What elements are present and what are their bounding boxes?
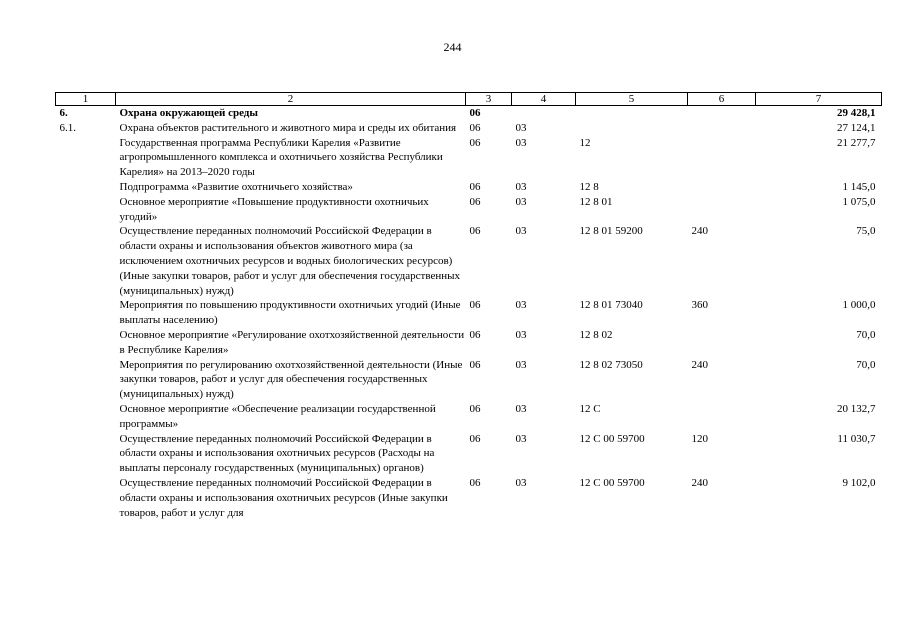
table-row <box>56 180 882 195</box>
column-header: 1 <box>56 93 116 106</box>
table-row <box>56 298 882 328</box>
row-section-code: 06 <box>469 358 481 371</box>
table-row <box>56 476 882 520</box>
row-target-code: 12 8 02 73050 <box>579 358 643 371</box>
row-expense-type: 120 <box>691 432 708 445</box>
row-name: Мероприятия по регулированию охотхозяйственной деятельности (Иные закупки товаров, работ и услуг для обеспечения государственных (муниципальных) нужд) <box>119 358 463 401</box>
row-section-code: 06 <box>469 402 481 415</box>
row-amount: 9 102,0 <box>842 476 876 489</box>
row-amount: 1 145,0 <box>842 180 876 193</box>
budget-table <box>55 92 882 520</box>
row-target-code <box>576 121 688 136</box>
row-subsection-code: 03 <box>515 476 527 489</box>
row-section-code: 06 <box>469 136 481 149</box>
column-header: 3 <box>466 93 512 106</box>
column-header: 5 <box>576 93 688 106</box>
row-target-code: 12 8 01 <box>579 195 613 208</box>
row-target-code: 12 8 <box>579 180 599 193</box>
row-amount: 21 277,7 <box>837 136 876 149</box>
row-expense-type <box>688 180 756 195</box>
row-expense-type: 360 <box>691 299 708 312</box>
row-target-code: 12 С 00 59700 <box>579 476 645 489</box>
row-section-code: 06 <box>469 121 481 134</box>
row-target-code: 12 С <box>579 402 601 415</box>
row-section-code: 06 <box>469 180 481 193</box>
row-target-code: 12 8 01 73040 <box>579 299 643 312</box>
row-subsection-code: 03 <box>515 358 527 371</box>
row-subsection-code: 03 <box>515 432 527 445</box>
table-row <box>56 195 882 225</box>
row-expense-type <box>688 195 756 225</box>
row-subsection-code <box>512 106 576 121</box>
table-row <box>56 432 882 476</box>
row-section-code: 06 <box>469 225 481 238</box>
row-name: Государственная программа Республики Карелия «Развитие агропромышленного комплекса и охотничьего хозяйства Республики Карелия» на 2013–2020 годы <box>119 136 443 179</box>
row-number <box>56 432 116 476</box>
row-amount: 70,0 <box>856 328 876 341</box>
table-row <box>56 106 882 121</box>
row-subsection-code: 03 <box>515 180 527 193</box>
row-subsection-code: 03 <box>515 195 527 208</box>
column-header: 2 <box>116 93 466 106</box>
row-expense-type: 240 <box>691 225 708 238</box>
row-name: Осуществление переданных полномочий Российской Федерации в области охраны и использования охотничьих ресурсов (Расходы на выплаты персоналу государственных (муниципальных) органов) <box>119 432 435 475</box>
row-subsection-code: 03 <box>515 328 527 341</box>
row-number <box>56 298 116 328</box>
row-subsection-code: 03 <box>515 121 527 134</box>
row-number <box>56 224 116 298</box>
row-number: 6. <box>59 107 68 119</box>
row-number: 6.1. <box>59 121 76 134</box>
row-number <box>56 328 116 358</box>
row-name: Осуществление переданных полномочий Российской Федерации в области охраны и использования объектов животного мира (за исключением охотничьих ресурсов и водных биологических ресурсов) (Иные закупки товаров, работ и услуг для обеспечения государственных (муниципальных) нужд) <box>119 225 461 297</box>
row-target-code: 12 С 00 59700 <box>579 432 645 445</box>
row-number <box>56 402 116 432</box>
table-row <box>56 402 882 432</box>
row-section-code: 06 <box>469 195 481 208</box>
row-name: Основное мероприятие «Регулирование охотхозяйственной деятельности в Республике Карелия» <box>119 328 465 356</box>
row-section-code: 06 <box>469 328 481 341</box>
row-expense-type: 240 <box>691 358 708 371</box>
row-subsection-code: 03 <box>515 402 527 415</box>
row-section-code: 06 <box>469 476 481 489</box>
table-row <box>56 121 882 136</box>
row-name: Подпрограмма «Развитие охотничьего хозяйства» <box>119 180 353 193</box>
row-amount: 1 000,0 <box>842 299 876 312</box>
row-target-code: 12 <box>579 136 591 149</box>
row-name: Охрана объектов растительного и животного мира и среды их обитания <box>119 121 457 134</box>
row-expense-type <box>688 136 756 180</box>
column-number-row <box>56 93 882 106</box>
row-name: Основное мероприятие «Повышение продуктивности охотничьих угодий» <box>119 195 429 223</box>
row-amount: 20 132,7 <box>837 402 876 415</box>
table-row <box>56 224 882 298</box>
row-name: Осуществление переданных полномочий Российской Федерации в области охраны и использования охотничьих ресурсов (Иные закупки товаров, работ и услуг для <box>119 476 448 519</box>
row-amount: 70,0 <box>856 358 876 371</box>
row-number <box>56 358 116 402</box>
row-number <box>56 136 116 180</box>
row-number <box>56 195 116 225</box>
column-header: 6 <box>688 93 756 106</box>
row-expense-type <box>688 106 756 121</box>
table-row <box>56 328 882 358</box>
table-row <box>56 358 882 402</box>
row-subsection-code: 03 <box>515 225 527 238</box>
row-section-code: 06 <box>469 107 481 119</box>
row-name: Мероприятия по повышению продуктивности охотничьих угодий (Иные выплаты населению) <box>119 299 461 327</box>
row-number <box>56 476 116 520</box>
page-number: 244 <box>443 40 462 54</box>
row-section-code: 06 <box>469 299 481 312</box>
row-target-code <box>576 106 688 121</box>
row-amount: 29 428,1 <box>837 107 876 119</box>
row-expense-type <box>688 328 756 358</box>
row-subsection-code: 03 <box>515 136 527 149</box>
column-header: 4 <box>512 93 576 106</box>
row-expense-type: 240 <box>691 476 708 489</box>
row-amount: 11 030,7 <box>837 432 876 445</box>
table-body <box>56 106 882 521</box>
row-target-code: 12 8 02 <box>579 328 613 341</box>
row-name: Основное мероприятие «Обеспечение реализации государственной программы» <box>119 402 436 430</box>
row-expense-type <box>688 121 756 136</box>
row-target-code: 12 8 01 59200 <box>579 225 643 238</box>
row-amount: 1 075,0 <box>842 195 876 208</box>
row-section-code: 06 <box>469 432 481 445</box>
column-header: 7 <box>756 93 882 106</box>
table-row <box>56 136 882 180</box>
row-amount: 75,0 <box>856 225 876 238</box>
row-expense-type <box>688 402 756 432</box>
row-subsection-code: 03 <box>515 299 527 312</box>
row-name: Охрана окружающей среды <box>119 107 258 119</box>
row-amount: 27 124,1 <box>837 121 876 134</box>
row-number <box>56 180 116 195</box>
